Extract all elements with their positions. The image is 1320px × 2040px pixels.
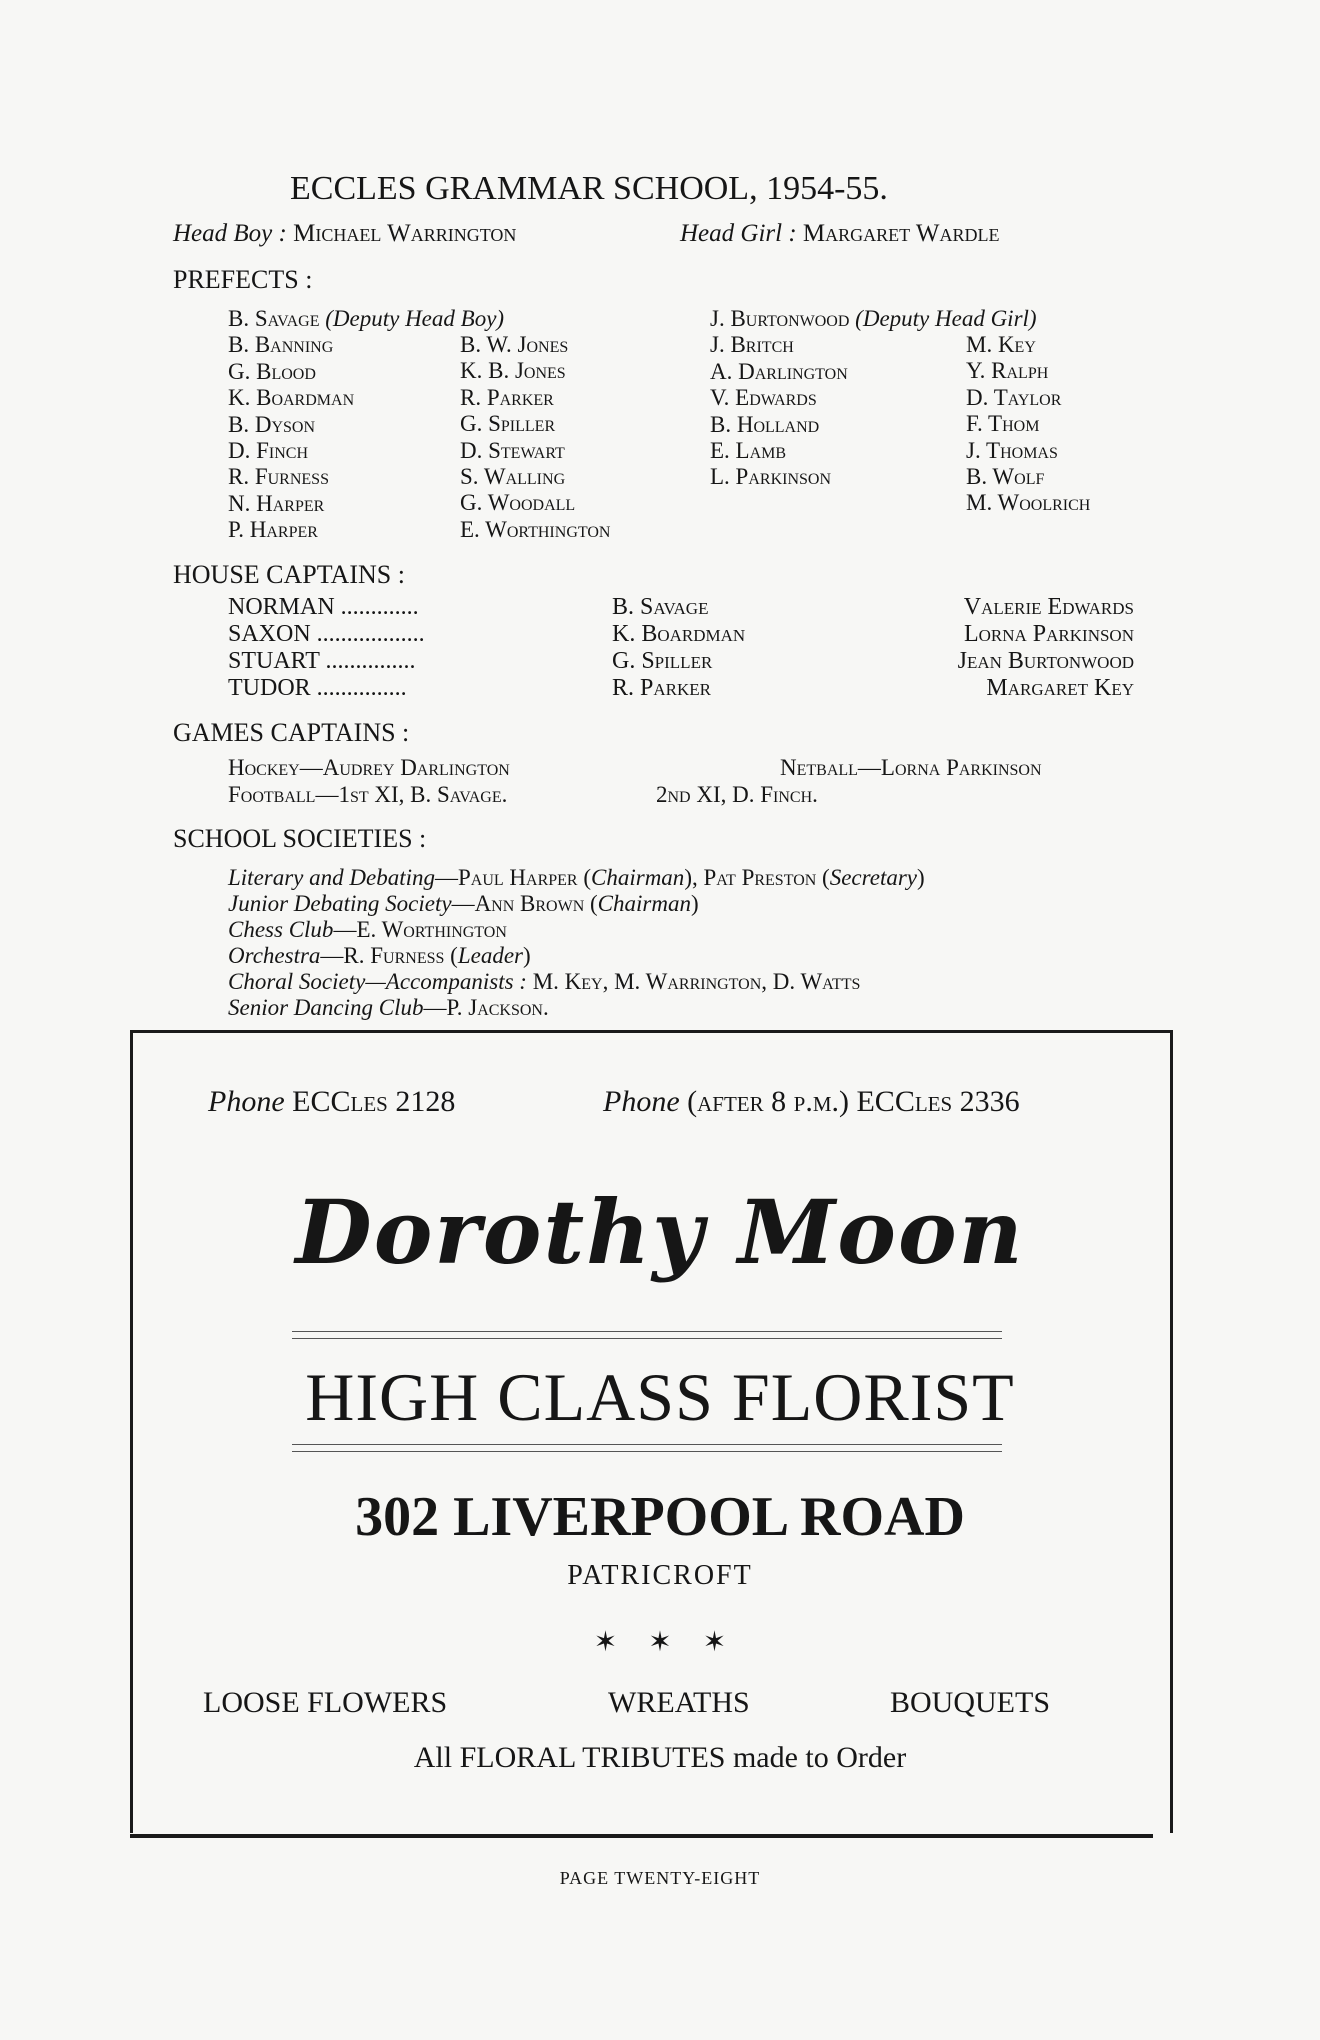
- head-boy-name: Michael Warrington: [293, 220, 517, 247]
- florist-address: 302 LIVERPOOL ROAD: [355, 1486, 965, 1548]
- netball-captain: Netball—Lorna Parkinson: [780, 755, 1042, 780]
- divider: [292, 1444, 1002, 1452]
- service-item: LOOSE FLOWERS: [203, 1686, 448, 1719]
- society-line: Orchestra—R. Furness (Leader): [228, 943, 531, 968]
- house-names-column: [228, 594, 425, 702]
- prefect-entry: P. Harper: [228, 517, 318, 543]
- prefects-girls-column-2: [966, 332, 1090, 517]
- house-captain: K. Boardman: [612, 621, 746, 647]
- society-line: Literary and Debating—Paul Harper (Chairman), Pat Preston (Secretary): [228, 865, 925, 890]
- society-line: Chess Club—E. Worthington: [228, 917, 507, 942]
- prefect-entry: B. Wolf: [966, 464, 1045, 490]
- prefect-entry: B. W. Jones: [460, 332, 569, 357]
- head-girl-line: [680, 220, 1000, 248]
- prefect-entry: A. Darlington: [710, 358, 848, 384]
- prefect-entry: R. Parker: [460, 384, 554, 410]
- house-name: SAXON ..................: [228, 621, 425, 647]
- prefect-entry: R. Furness: [228, 464, 329, 490]
- society-line: Junior Debating Society—Ann Brown (Chairman): [228, 891, 699, 916]
- house-captain: Margaret Key: [986, 675, 1134, 701]
- tributes-line: All FLORAL TRIBUTES made to Order: [413, 1741, 907, 1774]
- football-2nd-captain: 2nd XI, D. Finch.: [656, 782, 818, 807]
- society-line: Senior Dancing Club—P. Jackson.: [228, 995, 549, 1020]
- prefect-entry: N. Harper: [228, 490, 325, 516]
- prefect-entry: B. Banning: [228, 332, 334, 358]
- prefect-entry: D. Taylor: [966, 384, 1062, 410]
- society-line: Choral Society—Accompanists : M. Key, M. Warrington, D. Watts: [228, 969, 861, 994]
- prefect-entry: F. Thom: [966, 411, 1040, 437]
- house-captain: Valerie Edwards: [963, 594, 1134, 620]
- head-boy-line: [173, 220, 516, 248]
- page-title: ECCLES GRAMMAR SCHOOL, 1954-55.: [290, 170, 888, 207]
- prefect-entry: D. Finch: [228, 438, 309, 464]
- prefect-entry: V. Edwards: [710, 385, 817, 411]
- advertisement-bottom-rule: [130, 1834, 1153, 1838]
- star-ornaments: ✶ ✶ ✶: [593, 1627, 727, 1658]
- service-item: BOUQUETS: [890, 1686, 1051, 1719]
- house-name: STUART ...............: [228, 648, 416, 674]
- societies-heading: SCHOOL SOCIETIES :: [173, 824, 427, 853]
- house-captain: G. Spiller: [612, 648, 713, 674]
- prefect-entry: K. Boardman: [228, 385, 355, 411]
- prefect-entry: S. Walling: [460, 464, 566, 490]
- phone-number-day: Phone ECCles 2128: [208, 1085, 456, 1118]
- hockey-captain: Hockey—Audrey Darlington: [228, 755, 510, 780]
- page-number: PAGE TWENTY-EIGHT: [559, 1868, 761, 1888]
- prefect-entry: Y. Ralph: [966, 358, 1049, 384]
- head-girl-name: Margaret Wardle: [802, 220, 1000, 247]
- service-item: WREATHS: [608, 1686, 750, 1719]
- prefect-entry: E. Lamb: [710, 438, 787, 464]
- prefect-entry: G. Woodall: [460, 490, 576, 516]
- football-captain: Football—1st XI, B. Savage.: [228, 782, 508, 807]
- prefect-entry: G. Spiller: [460, 411, 556, 437]
- prefect-entry: M. Key: [966, 332, 1036, 357]
- florist-town: PATRICROFT: [567, 1560, 753, 1591]
- house-captain: B. Savage: [612, 594, 709, 620]
- prefect-entry: J. Thomas: [966, 437, 1058, 463]
- prefect-entry: B. Dyson: [228, 411, 316, 437]
- head-girl-label: Head Girl :: [680, 220, 797, 247]
- phone-number-evening: Phone (after 8 p.m.) ECCles 2336: [603, 1085, 1020, 1118]
- prefect-entry: E. Worthington: [460, 516, 611, 542]
- prefect-entry: J. Burtonwood (Deputy Head Girl): [710, 306, 1037, 331]
- house-captain: R. Parker: [612, 675, 711, 701]
- house-name: NORMAN .............: [228, 594, 419, 620]
- house-captain: Lorna Parkinson: [963, 621, 1134, 647]
- florist-tagline: HIGH CLASS FLORIST: [305, 1359, 1015, 1435]
- house-name: TUDOR ...............: [228, 675, 407, 701]
- florist-brand-name: Dorothy Moon: [295, 1180, 1025, 1284]
- prefect-entry: B. Savage (Deputy Head Boy): [228, 306, 505, 331]
- house-captain: Jean Burtonwood: [957, 648, 1134, 674]
- head-boy-label: Head Boy :: [173, 220, 287, 247]
- house-boy-captains: [612, 594, 745, 702]
- prefects-heading: PREFECTS :: [173, 265, 313, 294]
- prefect-entry: J. Britch: [710, 332, 794, 358]
- divider: [292, 1331, 1002, 1339]
- prefects-boys-column-2: [460, 332, 610, 543]
- prefect-entry: M. Woolrich: [966, 490, 1091, 516]
- games-captains-heading: GAMES CAPTAINS :: [173, 718, 410, 747]
- prefect-entry: B. Holland: [710, 411, 820, 437]
- house-captains-heading: HOUSE CAPTAINS :: [173, 560, 405, 589]
- prefect-entry: D. Stewart: [460, 437, 565, 463]
- prefect-entry: K. B. Jones: [460, 358, 566, 384]
- prefect-entry: G. Blood: [228, 358, 316, 384]
- house-girl-captains: [880, 594, 1134, 702]
- prefect-entry: L. Parkinson: [710, 464, 832, 490]
